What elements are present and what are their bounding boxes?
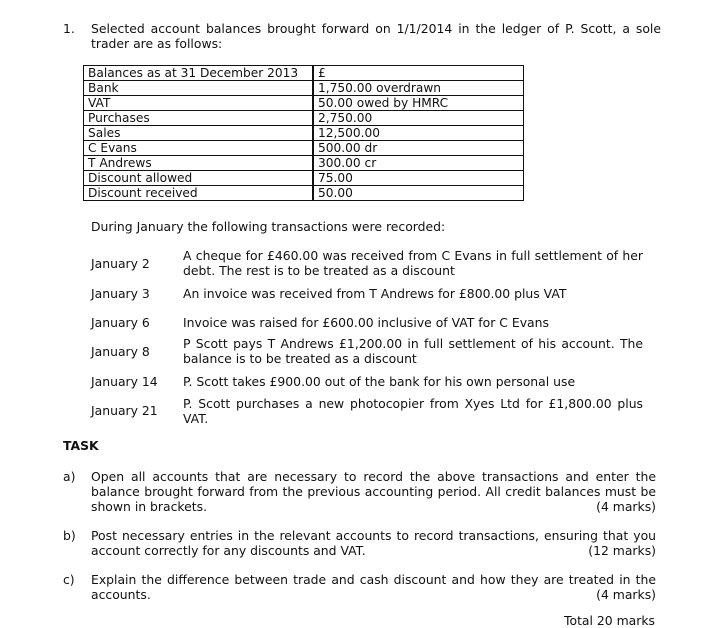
transaction-description: A cheque for £460.00 was received from C Evans in full settlement of her debt. The rest is to be treated as a discount bbox=[183, 248, 643, 278]
transaction-date: January 21 bbox=[91, 403, 158, 418]
balances-table bbox=[83, 65, 524, 201]
transactions-intro: During January the following transactions were recorded: bbox=[91, 219, 446, 234]
task-marks: (4 marks) bbox=[596, 499, 656, 514]
transaction-description: Invoice was raised for £600.00 inclusive of VAT for C Evans bbox=[183, 315, 549, 330]
transaction-date: January 8 bbox=[91, 344, 150, 359]
account-name: VAT bbox=[84, 96, 313, 111]
question-text: Selected account balances brought forward on 1/1/2014 in the ledger of P. Scott, a sole trader are as follows: bbox=[91, 21, 661, 51]
table-row bbox=[84, 96, 524, 111]
table-row bbox=[84, 81, 524, 96]
table-row bbox=[84, 171, 524, 186]
account-balance: 75.00 bbox=[314, 171, 524, 186]
account-name: Discount received bbox=[84, 186, 313, 201]
task-text: Post necessary entries in the relevant accounts to record transactions, ensuring that you account correctly for any discounts and VAT. bbox=[91, 528, 656, 558]
task-item bbox=[91, 469, 656, 514]
total-marks: Total 20 marks bbox=[564, 613, 655, 628]
account-balance: 12,500.00 bbox=[314, 126, 524, 141]
task-heading: TASK bbox=[63, 438, 99, 453]
table-row bbox=[84, 141, 524, 156]
account-name: T Andrews bbox=[84, 156, 313, 171]
account-balance: 1,750.00 overdrawn bbox=[314, 81, 524, 96]
transaction-date: January 2 bbox=[91, 256, 150, 271]
task-text: Explain the difference between trade and cash discount and how they are treated in the accounts. bbox=[91, 572, 656, 602]
account-name: C Evans bbox=[84, 141, 313, 156]
task-item bbox=[91, 572, 656, 602]
task-letter: c) bbox=[63, 572, 75, 587]
account-balance: 500.00 dr bbox=[314, 141, 524, 156]
task-letter: a) bbox=[63, 469, 76, 484]
transaction-description: An invoice was received from T Andrews for £800.00 plus VAT bbox=[183, 286, 567, 301]
account-name: Bank bbox=[84, 81, 313, 96]
table-header-row bbox=[84, 66, 524, 81]
table-row bbox=[84, 186, 524, 201]
account-balance: 50.00 bbox=[314, 186, 524, 201]
transaction-description: P. Scott takes £900.00 out of the bank for his own personal use bbox=[183, 374, 576, 389]
task-marks: (4 marks) bbox=[596, 587, 656, 602]
header-description: Balances as at 31 December 2013 bbox=[84, 66, 313, 81]
task-letter: b) bbox=[63, 528, 76, 543]
question-number: 1. bbox=[63, 21, 75, 36]
table-row bbox=[84, 126, 524, 141]
transaction-description: P. Scott purchases a new photocopier from Xyes Ltd for £1,800.00 plus VAT. bbox=[183, 396, 643, 426]
transaction-date: January 6 bbox=[91, 315, 150, 330]
table-row bbox=[84, 111, 524, 126]
header-currency: £ bbox=[314, 66, 524, 81]
task-text: Open all accounts that are necessary to record the above transactions and enter the balance brought forward from the previous accounting period. All credit balances must be shown in brackets. bbox=[91, 469, 656, 514]
account-name: Sales bbox=[84, 126, 313, 141]
transaction-date: January 14 bbox=[91, 374, 158, 389]
transaction-date: January 3 bbox=[91, 286, 150, 301]
account-name: Discount allowed bbox=[84, 171, 313, 186]
account-balance: 2,750.00 bbox=[314, 111, 524, 126]
account-balance: 50.00 owed by HMRC bbox=[314, 96, 524, 111]
task-marks: (12 marks) bbox=[588, 543, 656, 558]
transaction-description: P Scott pays T Andrews £1,200.00 in full settlement of his account. The balance is to be treated as a discount bbox=[183, 336, 643, 366]
account-balance: 300.00 cr bbox=[314, 156, 524, 171]
task-item bbox=[91, 528, 656, 558]
table-row bbox=[84, 156, 524, 171]
account-name: Purchases bbox=[84, 111, 313, 126]
